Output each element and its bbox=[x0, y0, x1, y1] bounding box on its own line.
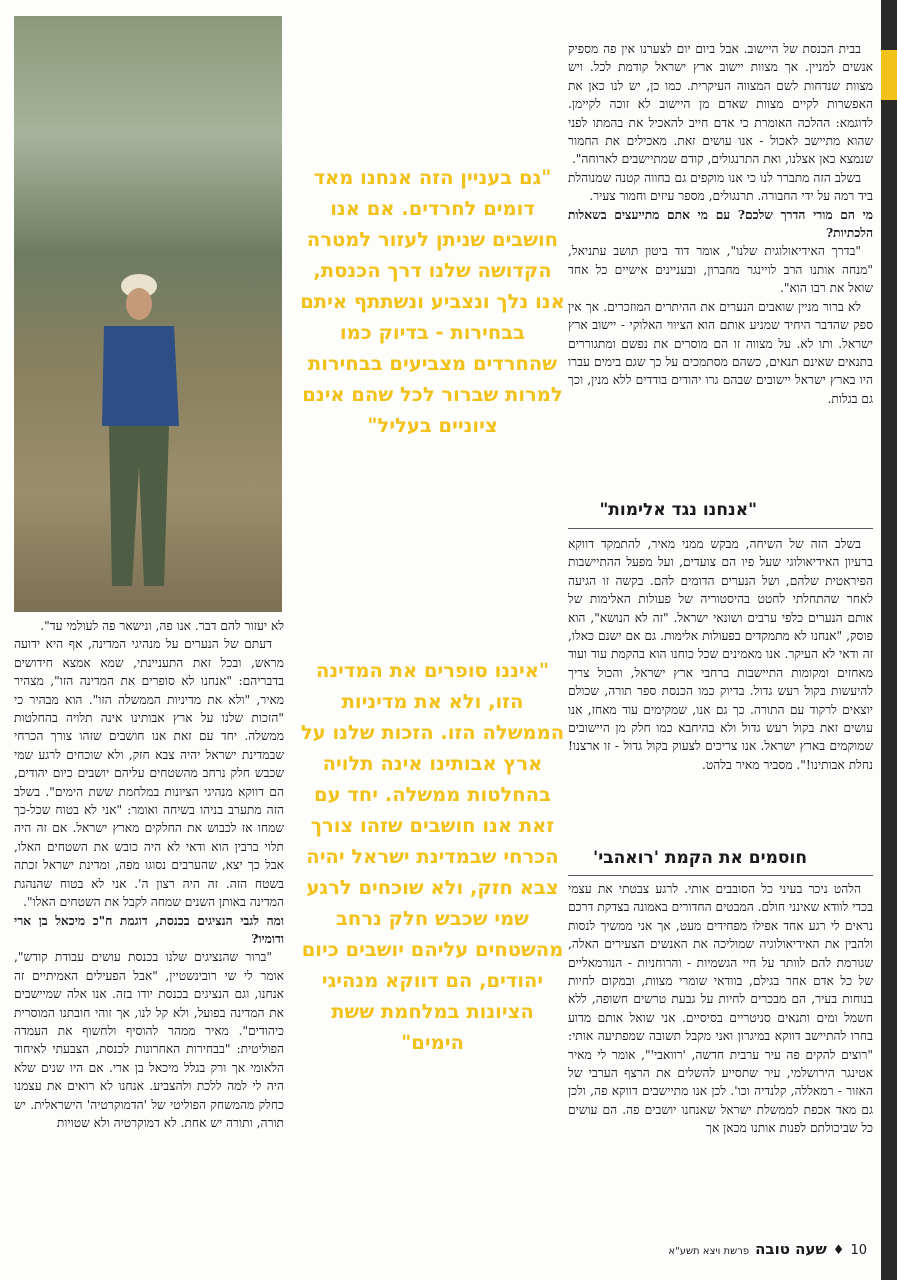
person-figure bbox=[84, 266, 194, 606]
paragraph: "ברור שהנציגים שלנו בכנסת עושים עבודת קודש", אומר לי שי רובינשטיין, "אבל הפעילים האמיתיים זה אנחנו, וגם הנציגים בכנסת יודו בזה. אנו אלה שמיישבים את המדינה בפועל, ולא קל לנו, אך זוהי חובתנו המוסרית כיהודים". מאיר ממהר להוסיף ולחשוף את העמדה הפוליטית: "בבחירות האחרונות לכנסת, הצבעתי לאיחוד הלאומי אך ורק בגלל מיכאל בן ארי. אם היו שנים שלא היה לי למה ללכת ולהצביע. אנחנו לא רואים את עצמנו כחלק מהמשחק הפוליטי של 'הדמוקרטיה' הישראלית. יש תורה, ותורה יש אחת. לא דמוקרטיה ולא שטויות bbox=[14, 950, 284, 1130]
diamond-icon: ♦ bbox=[832, 1243, 845, 1258]
interview-question: מי הם מורי הדרך שלכם? עם מי אתם מתייעצים בשאלות הלכתיות? bbox=[568, 207, 873, 241]
paragraph: "בדרך האידיאולוגית שלנו", אומר דוד ביטון תושב עתניאל, "מנחה אותנו הרב לויינגר מחברון, ובעניינים אישיים כל אחד שואל את רבו הוא". bbox=[568, 244, 873, 296]
article-column-right-bottom bbox=[568, 880, 873, 1138]
section-heading: "אנחנו נגד אלימות" bbox=[599, 500, 757, 520]
interview-question: ומה לגבי הנציגים בכנסת, דוגמת ח"כ מיכאל בן ארי ודומיו? bbox=[14, 913, 284, 946]
article-column-right-top bbox=[568, 40, 873, 408]
page-number: 10 bbox=[850, 1243, 867, 1258]
photo-young-man-in-field bbox=[14, 16, 282, 612]
magazine-name: שעה טובה bbox=[755, 1240, 827, 1258]
divider bbox=[568, 875, 873, 876]
pull-quote: "איננו סופרים את המדינה הזו, ולא את מדיניות הממשלה הזו. הזכות שלנו על ארץ אבותינו אינה תלויה בהחלטות ממשלה. יחד עם זאת אנו חושבים שזהו צורך הכרחי שבמדינת ישראל יהיה צבא חזק, ולא שוכחים לרגע שמי שכבש חלק נרחב מהשטחים עליהם יושבים כיום יהודים, הם דווקא מנהיגי הציונות במלחמת ששת הימים" bbox=[300, 659, 565, 1054]
paragraph: לא ברור מניין שואבים הנערים את ההיתרים המוזכרים. אך אין ספק שהדבר היחיד שמניע אותם הוא הציווי האלוקי - יישוב ארץ ישראל. ותו לא. על מצווה זו הם מוסרים את נפשם ומתגוררים בתנאים שאינם תנאים, כשהם מסתמכים על כך שגם בימים עברו היו בארץ ישראל יישובים שבהם גרו יהודים בודדים ללא מנין, וכך גם בגלות. bbox=[568, 299, 873, 406]
paragraph: דעתם של הנערים על מנהיגי המדינה, אף היא ידועה מראש, ובכל זאת התעניינתי, שמא אמצא חידושים בדבריהם: "אנחנו לא סופרים את המדינה הזו", מצהיר מאיר, "ולא את מדיניות הממשלה הזו". הוא מבהיר כי "הזכות שלנו על ארץ אבותינו אינה תלויה בהחלטות ממשלה. יחד עם זאת אנו חושבים שזהו צורך הכרחי שבמדינת ישראל יהיה צבא חזק, ולא שוכחים לרגע שמי שכבש חלק נרחב מהשטחים עליהם יושבים כיום יהודים, הם דווקא מנהיגי הציונות במלחמת ששת הימים". בשלב הזה מתערב בניהו בשיחה ואומר: "אני לא בטוח שכל-כך שמחו אז לכבוש את החלקים מארץ ישראל. אם זה היה תלוי ברבין הוא ודאי לא היה כובש את השטחים האלו, אבל כך יצא, שהערבים נסוגו מפה, ומדינת ישראל זכתה בשטח הזה. זה היה רצון ה'. אני לא בטוח שהנהגת המדינה באותן השנים שמחה לקבל את השטחים האלו". bbox=[14, 637, 284, 910]
paragraph: בשלב הזה של השיחה, מבקש ממני מאיר, להתמקד דווקא ברעיון האידיאולוגי שעל פיו הם צועדים, ועל מפעל ההתיישבות הפיראטית שלהם, ושל הנערים הדומים להם. בקשה זו הגיעה לאחר שהתחלתי לחטט בהיסטוריה של פעולות האלימות של אותם הנערים כלפי ערבים ושונאי ישראל. "זה לא הנושא", הוא פוסק, "אנחנו לא מתמקדים בפעולות אלימות. גם אם ישנם כאלו, זה ודאי לא העיקר. אנו מאמינים שכל כוחנו הוא בהקמת עוד ועוד מאחזים ומקומות התיישבות ברחבי ארץ ישראל, והכול צריך להיעשות בקול רעש גדול. בדיוק כמו הכנסת ספר תורה, שכולם יוצאים לרקוד עם התורה. כך גם אנו, שמקימים עוד מאחז, אנו עושים זאת בקול רעש גדול ולא בהיחבא כמו חלק מן היישובים שמוקמים בארץ ישראל. אנו צריכים לצעוק בקול גדול - זו ארצנו! נחלת אבותינו!". מסביר מאיר בלהט. bbox=[568, 537, 873, 772]
paragraph: הלהט ניכר בעיני כל הסובבים אותי. לרגע צבטתי את עצמי בכדי לוודא שאינני חולם. המבטים החדורים באמונה בצדקת דרכם נראים לי רגע אחד אפילו מפחידים מעט, אך אני ממשיך לנסות ולהבין את האידיאולוגיה שמוליכה את האנשים הצעירים האלה, שגורמת להם לוותר על חיי הגשמיות - והרוחניות - הנורמאליים של כל אדם אחר בגילם, בוודאי שומרי מצוות, ובמקום לחיות בנוחות בעיר, הם מבכרים לחיות על גבעת טרשים חשופה, ללא חשמל ומים ותנאים סניטריים בסיסיים. אני שואל אותם מדוע בחרו להתיישב דווקא במיגרון ואני מקבל תשובה שמפתיעה אותי: "רוצים להקים פה עיר ערבית חדשה, 'רוואבי'", אומר לי מאיר אטינגר הירושלמי, עיר שתסייע להשלים את הרצף הערבי של האזור - רמאללה, קלנדיה וכו'. לכן אנו מתיישבים דווקא פה, ולכן גם מאד אכפת לממשלת ישראל שאנחנו יושבים פה. הם עושים כל שביכולתם לפנות אותנו מכאן אך bbox=[567, 882, 873, 1136]
section-heading: חוסמים את הקמת 'רואהבי' bbox=[593, 848, 807, 868]
paragraph: בשלב הזה מתברר לנו כי אנו מוקפים גם בחווה קטנה שמנוהלת ביד רמה על ידי החבורה. תרנגולים, מספר עיזים וחמור צעיר. bbox=[568, 170, 873, 204]
page-edge-tab bbox=[881, 0, 897, 1280]
issue-label: פרשת ויצא תשע"א bbox=[668, 1246, 750, 1257]
paragraph: בבית הכנסת של היישוב. אבל ביום יום לצערנו אין פה מספיק אנשים למניין. אך מצוות יישוב ארץ ישראל קודמת לכל. ויש מצוות שנדחות לשם המצווה העיקרית. כמו כן, יש לנו כאן את האפשרות לקיים מצוות שאדם מן היישוב לא זוכה לקיימן. לדוגמא: ההלכה האומרת כי אדם חייב להאכיל את בהמתו לפני שהוא מתיישב לאכול - אנו עושים זאת. מאכילים את החמור שנמצא כאן אצלנו, ואת התרנגולים, קודם שמתיישבים לארוחה". bbox=[568, 42, 873, 167]
paragraph: לא יעזור להם דבר. אנו פה, ונישאר פה לעולמי עד". bbox=[40, 619, 284, 633]
pull-quote: "גם בעניין הזה אנחנו מאד דומים לחרדים. אם אנו חושבים שניתן לעזור למטרה הקדושה שלנו דרך הכנסת, אנו נלך ונצביע ונשתתף איתם בבחירות - בדיוק כמו שהחרדים מצביעים בבחירות למרות שברור לכל שהם אינם ציוניים בעליל" bbox=[300, 166, 565, 437]
article-column-right-middle bbox=[568, 535, 873, 774]
page-footer bbox=[668, 1240, 867, 1258]
article-column-left bbox=[14, 617, 284, 1132]
divider bbox=[568, 528, 873, 529]
